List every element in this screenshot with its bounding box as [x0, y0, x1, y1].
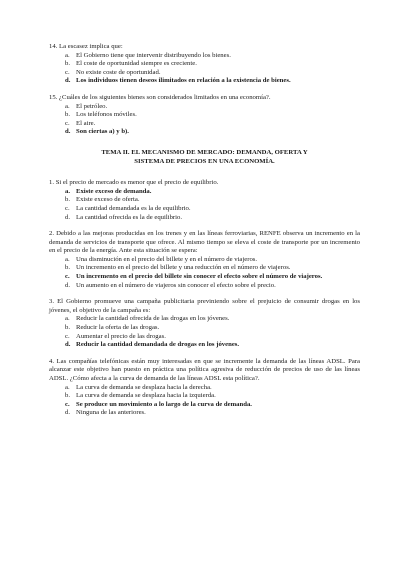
option-letter: a.	[65, 51, 70, 59]
question-t2-1	[49, 179, 360, 222]
option-text: Existe exceso de oferta.	[76, 196, 140, 204]
option-b	[49, 111, 360, 120]
question-stem: 2. Debido a las mejoras producidas en los trenes y en las líneas ferroviarias, RENFE observa un incremento en la demanda de servicios de transporte que ofrece. Al mismo tiempo se eleva el coste de transporte por un incremento en el precio de la energía. Ante esta situación se espera:	[49, 230, 360, 255]
option-a	[49, 52, 360, 61]
option-d-answer	[49, 77, 360, 86]
option-d-answer	[49, 341, 360, 350]
question-stem: 4. Las compañías telefónicas están muy interesadas en que se incremente la demanda de las líneas ADSL. Para alcanzar este objetivo han puesto en práctica una política agresiva de reducción de precios de uso de las líneas ADSL. ¿Cómo afecta a la curva de demanda de las líneas ADSL esta política?.	[49, 357, 360, 382]
option-letter: d.	[65, 128, 71, 136]
option-letter: a.	[65, 315, 70, 323]
option-letter: d.	[65, 77, 71, 85]
option-b	[49, 264, 360, 273]
option-text: La curva de demanda se desplaza hacia la izquierda.	[76, 392, 216, 400]
question-t2-4	[49, 358, 360, 418]
option-letter: c.	[65, 204, 70, 212]
option-text: La cantidad ofrecida es la de equilibrio.	[76, 213, 183, 221]
option-text: El coste de oportunidad siempre es creciente.	[76, 60, 197, 68]
option-text: Son ciertas a) y b).	[76, 128, 129, 136]
option-text: Aumentar el precio de las drogas.	[76, 332, 166, 340]
option-d	[49, 282, 360, 291]
option-letter: a.	[65, 383, 70, 391]
option-letter: c.	[65, 332, 70, 340]
option-letter: b.	[65, 111, 71, 119]
option-text: Los teléfonos móviles.	[76, 111, 137, 119]
option-b	[49, 324, 360, 333]
option-text: Reducir la cantidad demandada de drogas en los jóvenes.	[76, 341, 240, 349]
option-text: La curva de demanda se desplaza hacia la derecha.	[76, 383, 212, 391]
section-title-line-1: TEMA II. EL MECANISMO DE MERCADO: DEMANDA, OFERTA Y	[101, 148, 308, 156]
option-d	[49, 409, 360, 418]
question-stem: 3. El Gobierno promueve una campaña publicitaria previniendo sobre el prejuicio de consumir drogas en los jóvenes, el objetivo de la campaña es:	[49, 298, 360, 314]
option-letter: b.	[65, 196, 71, 204]
option-text: El Gobierno tiene que intervenir distribuyendo los bienes.	[76, 51, 231, 59]
option-letter: d.	[65, 341, 71, 349]
option-letter: c.	[65, 273, 70, 281]
option-text: El aire.	[76, 119, 96, 127]
option-text: Se produce un movimiento a lo largo de la curva de demanda.	[76, 400, 252, 408]
option-c-answer	[49, 401, 360, 410]
option-c	[49, 120, 360, 129]
option-letter: d.	[65, 281, 71, 289]
option-text: Existe exceso de demanda.	[76, 187, 152, 195]
option-a	[49, 103, 360, 112]
option-letter: c.	[65, 119, 70, 127]
question-t2-3	[49, 298, 360, 350]
option-text: Un aumento en el número de viajeros sin conocer el efecto sobre el precio.	[76, 281, 276, 289]
option-a-answer	[49, 188, 360, 197]
option-text: Los individuos tienen deseos ilimitados en relación a la existencia de bienes.	[76, 77, 291, 85]
option-b	[49, 196, 360, 205]
option-text: Reducir la cantidad ofrecida de las drogas en los jóvenes.	[76, 315, 230, 323]
option-a	[49, 315, 360, 324]
question-14	[49, 43, 360, 86]
option-c-answer	[49, 273, 360, 282]
question-15	[49, 94, 360, 137]
option-a	[49, 256, 360, 265]
option-letter: b.	[65, 324, 71, 332]
option-letter: c.	[65, 400, 70, 408]
option-c	[49, 333, 360, 342]
option-text: La cantidad demandada es la de equilibrio.	[76, 204, 191, 212]
question-stem: 14. La escasez implica que:	[49, 43, 123, 50]
option-letter: a.	[65, 255, 70, 263]
question-stem: 1. Si el precio de mercado es menor que el precio de equilibrio.	[49, 179, 219, 187]
option-letter: a.	[65, 187, 71, 195]
option-letter: b.	[65, 392, 71, 400]
option-text: Un incremento en el precio del billete sin conocer el efecto sobre el número de viajeros.	[76, 273, 323, 281]
option-letter: c.	[65, 68, 70, 76]
option-text: No existe coste de oportunidad.	[76, 68, 161, 76]
question-stem: 15. ¿Cuáles de los siguientes bienes son considerados limitados en una economía?.	[49, 93, 271, 101]
option-c	[49, 69, 360, 78]
option-d-answer	[49, 128, 360, 137]
option-letter: a.	[65, 102, 70, 110]
option-letter: b.	[65, 60, 71, 68]
section-title-line-2: SISTEMA DE PRECIOS EN UNA ECONOMÍA.	[134, 157, 275, 165]
option-text: Una disminución en el precio del billete y en el número de viajeros.	[76, 255, 258, 263]
section-title	[49, 149, 360, 166]
option-b	[49, 60, 360, 69]
option-text: El petróleo.	[76, 102, 108, 110]
option-c	[49, 205, 360, 214]
option-text: Un incremento en el precio del billete y una reducción en el número de viajeros.	[76, 264, 291, 272]
option-d	[49, 214, 360, 223]
option-b	[49, 392, 360, 401]
option-a	[49, 384, 360, 393]
option-letter: d.	[65, 213, 71, 221]
option-letter: d.	[65, 409, 71, 417]
option-text: Ninguna de las anteriores.	[76, 409, 146, 417]
option-text: Reducir la oferta de las drogas.	[76, 324, 160, 332]
question-t2-2	[49, 230, 360, 290]
option-letter: b.	[65, 264, 71, 272]
